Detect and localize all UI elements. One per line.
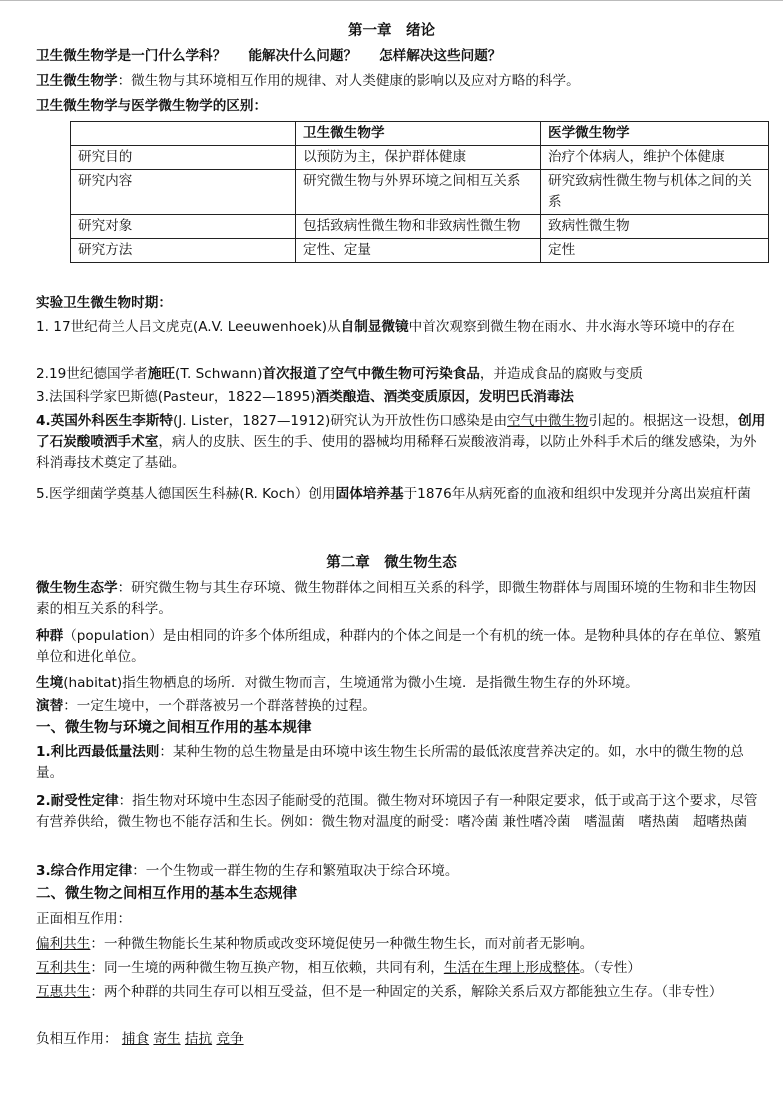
mutualism-term: 互利共生 bbox=[36, 960, 91, 976]
ecology-definition bbox=[36, 578, 769, 620]
negative-interactions bbox=[36, 1029, 769, 1050]
h4-underlined: 空气中微生物 bbox=[507, 413, 589, 429]
h1-text-a: 1. 17世纪荷兰人吕文虎克(A.V. Leeuwenhoek)从 bbox=[36, 319, 341, 335]
question-1: 卫生微生物学是一门什么学科？ bbox=[36, 48, 227, 64]
table-cell: 以预防为主，保护群体健康 bbox=[296, 146, 541, 170]
table-header-cell: 医学微生物学 bbox=[541, 122, 769, 146]
law3 bbox=[36, 861, 769, 882]
table-header-cell bbox=[71, 122, 296, 146]
law1-term: 1.利比西最低量法则 bbox=[36, 744, 160, 760]
table-cell: 包括致病性微生物和非致病性微生物 bbox=[296, 215, 541, 239]
law1 bbox=[36, 742, 769, 784]
h5-text-a: 5.医学细菌学奠基人德国医生科赫(R. Koch）创用 bbox=[36, 486, 336, 502]
table-header-cell: 卫生微生物学 bbox=[296, 122, 541, 146]
succession-term: 演替 bbox=[36, 698, 64, 714]
population-text: （population）是由相同的许多个体所组成，种群内的个体之间是一个有机的统一体。是物种具体的存在单位、繁殖单位和进化单位。 bbox=[36, 628, 761, 665]
top-rule bbox=[0, 0, 783, 1]
h1-text-c: 中首次观察到微生物在雨水、井水海水等环境中的存在 bbox=[408, 319, 735, 335]
table-cell: 研究方法 bbox=[71, 239, 296, 263]
law2 bbox=[36, 791, 769, 833]
definition-line bbox=[36, 71, 769, 92]
h3-emphasis: 酒类酿造、酒类变质原因，发明巴氏消毒法 bbox=[315, 389, 574, 405]
negative-item: 竞争 bbox=[216, 1031, 244, 1047]
negative-item: 寄生 bbox=[153, 1031, 181, 1047]
h4-text-b: (J. Lister，1827—1912)研究认为开放性伤口感染是由 bbox=[172, 413, 508, 429]
population-definition bbox=[36, 626, 769, 668]
comparison-table bbox=[70, 121, 769, 263]
law3-term: 3.综合作用定律 bbox=[36, 863, 133, 879]
history-item-4 bbox=[36, 411, 769, 474]
h2-emphasis: 首次报道了空气中微生物可污染食品 bbox=[262, 366, 480, 382]
h2-text-a: 2.19世纪德国学者 bbox=[36, 366, 148, 382]
table-cell: 研究对象 bbox=[71, 215, 296, 239]
table-cell: 研究致病性微生物与机体之间的关系 bbox=[541, 170, 769, 215]
question-2: 能解决什么问题？ bbox=[248, 48, 358, 64]
chapter2-title: 第二章 微生物生态 bbox=[326, 555, 457, 571]
h4-name: 4.英国外科医生李斯特 bbox=[36, 413, 173, 429]
mutualism-underlined: 生活在生理上形成整体 bbox=[443, 960, 580, 976]
table-cell: 研究微生物与外界环境之间相互关系 bbox=[296, 170, 541, 215]
protocooperation-text: ：两个种群的共同生存可以相互受益，但不是一种固定的关系，解除关系后双方都能独立生存。（非专性） bbox=[90, 984, 723, 1000]
definition-text: ：微生物与其环境相互作用的规律、对人类健康的影响以及应对方略的科学。 bbox=[117, 73, 580, 89]
table-header-row bbox=[71, 122, 769, 146]
table-row bbox=[71, 239, 769, 263]
law3-text: ：一个生物或一群生物的生存和繁殖取决于综合环境。 bbox=[132, 863, 459, 879]
difference-heading: 卫生微生物学与医学微生物学的区别： bbox=[36, 98, 268, 114]
succession-text: ：一定生境中，一个群落被另一个群落替换的过程。 bbox=[63, 698, 376, 714]
mutualism-suffix: 。（专性） bbox=[579, 960, 641, 976]
section1-heading: 一、微生物与环境之间相互作用的基本规律 bbox=[36, 720, 312, 736]
commensalism-term: 偏利共生 bbox=[36, 936, 91, 952]
negative-heading: 负相互作用： bbox=[36, 1031, 118, 1047]
positive-heading: 正面相互作用： bbox=[36, 911, 132, 927]
habitat-text: (habitat)指生物栖息的场所．对微生物而言，生境通常为微小生境．是指微生物生存的外环境。 bbox=[63, 675, 639, 691]
negative-item: 捕食 bbox=[121, 1031, 150, 1047]
history-item-2 bbox=[36, 364, 769, 385]
definition-term: 卫生微生物学 bbox=[36, 73, 118, 89]
mutualism bbox=[36, 958, 769, 979]
h2-text-c: (T. Schwann) bbox=[175, 366, 263, 382]
table-cell: 研究内容 bbox=[71, 170, 296, 215]
table-cell: 研究目的 bbox=[71, 146, 296, 170]
law1-text: ：某种生物的总生物量是由环境中该生物生长所需的最低浓度营养决定的。如，水中的微生物的总量。 bbox=[36, 744, 744, 781]
h4-emphasis: 创用了石炭酸喷洒手术室 bbox=[36, 413, 766, 450]
commensalism-text: ：一种微生物能长生某种物质或改变环境促使另一种微生物生长，而对前者无影响。 bbox=[90, 936, 594, 952]
table-cell: 致病性微生物 bbox=[541, 215, 769, 239]
history-heading: 实验卫生微生物时期： bbox=[36, 295, 172, 311]
table-cell: 定性 bbox=[541, 239, 769, 263]
section2-heading: 二、微生物之间相互作用的基本生态规律 bbox=[36, 886, 297, 902]
table-cell: 定性、定量 bbox=[296, 239, 541, 263]
h4-text-d: 引起的。根据这一设想， bbox=[588, 413, 739, 429]
history-item-3 bbox=[36, 387, 769, 408]
commensalism bbox=[36, 934, 769, 955]
h5-emphasis: 固体培养基 bbox=[335, 486, 404, 502]
habitat-term: 生境 bbox=[36, 675, 64, 691]
question-3: 怎样解决这些问题？ bbox=[379, 48, 502, 64]
history-item-1 bbox=[36, 317, 769, 338]
table-row bbox=[71, 146, 769, 170]
h2-name: 施旺 bbox=[147, 366, 176, 382]
chapter1-questions bbox=[36, 46, 769, 67]
table-row bbox=[71, 170, 769, 215]
table-cell: 治疗个体病人，维护个体健康 bbox=[541, 146, 769, 170]
ecology-term: 微生物生态学 bbox=[36, 580, 118, 596]
negative-item: 拮抗 bbox=[184, 1031, 213, 1047]
table-row bbox=[71, 215, 769, 239]
h2-text-e: ，并造成食品的腐败与变质 bbox=[479, 366, 643, 382]
h3-text-a: 3.法国科学家巴斯德(Pasteur，1822—1895) bbox=[36, 389, 316, 405]
h4-text-f: ，病人的皮肤、医生的手、使用的器械均用稀释石炭酸液消毒，以防止外科手术后的继发感染，为外科消毒技术奠定了基础。 bbox=[36, 434, 757, 471]
mutualism-text: ：同一生境的两种微生物互换产物，相互依赖，共同有利， bbox=[90, 960, 444, 976]
h5-text-c: 于1876年从病死畜的血液和组织中发现并分离出炭疽杆菌 bbox=[403, 486, 751, 502]
history-item-5 bbox=[36, 484, 769, 505]
chapter1-title: 第一章 绪论 bbox=[348, 23, 435, 39]
h1-emphasis: 自制显微镜 bbox=[340, 319, 409, 335]
succession-definition bbox=[36, 696, 769, 717]
protocooperation bbox=[36, 982, 769, 1003]
protocooperation-term: 互惠共生 bbox=[36, 984, 91, 1000]
law2-term: 2.耐受性定律 bbox=[36, 793, 119, 809]
population-term: 种群 bbox=[36, 628, 64, 644]
law2-text: ：指生物对环境中生态因子能耐受的范围。微生物对环境因子有一种限定要求，低于或高于这个要求，尽管有营养供给，微生物也不能存活和生长。例如：微生物对温度的耐受：嗜冷菌 兼性嗜冷菌 嗜温菌 嗜热菌 超嗜热菌 bbox=[36, 793, 758, 830]
ecology-text: ：研究微生物与其生存环境、微生物群体之间相互关系的科学，即微生物群体与周围环境的生物和非生物因素的相互关系的科学。 bbox=[36, 580, 757, 617]
habitat-definition bbox=[36, 673, 769, 694]
